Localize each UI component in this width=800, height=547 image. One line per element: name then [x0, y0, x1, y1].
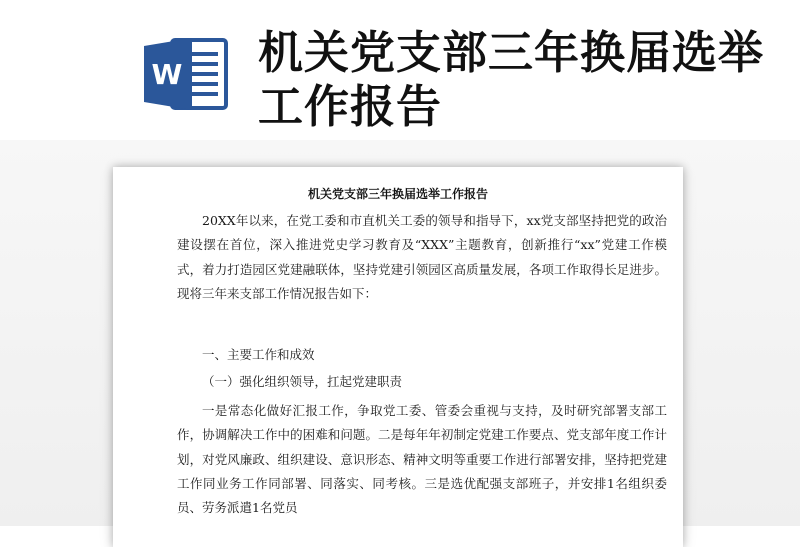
word-document-icon [142, 34, 232, 114]
paragraph-intro: 20XX年以来，在党工委和市直机关工委的领导和指导下，xx党支部坚持把党的政治建设摆在首位，深入推进党史学习教育及“XXX”主题教育，创新推行“xx”党建工作模式，着力打造园区党建融联体，坚持党建引领园区高质量发展，各项工作取得长足进步。现将三年来支部工作情况报告如下： [177, 213, 667, 301]
paragraph-body: 一是常态化做好汇报工作，争取党工委、管委会重视与支持，及时研究部署支部工作，协调解决工作中的困难和问题。二是每年年初制定党建工作要点、党支部年度工作计划，对党风廉政、组织建设、意识形态、精神文明等重要工作进行部署安排，坚持把党建工作同业务工作同部署、同落实、同考核。三是选优配强支部班子，并安排1名组织委员、劳务派遣1名党员 [177, 403, 667, 516]
page-title: 机关党支部三年换届选举工作报告 [258, 26, 765, 133]
word-letter: W [151, 58, 183, 91]
subsection-heading: （一）强化组织领导，扛起党建职责 [202, 374, 403, 389]
document-page [113, 167, 683, 547]
document-heading: 机关党支部三年换届选举工作报告 [307, 187, 488, 201]
section-heading: 一、主要工作和成效 [202, 347, 315, 362]
banner [0, 0, 800, 140]
